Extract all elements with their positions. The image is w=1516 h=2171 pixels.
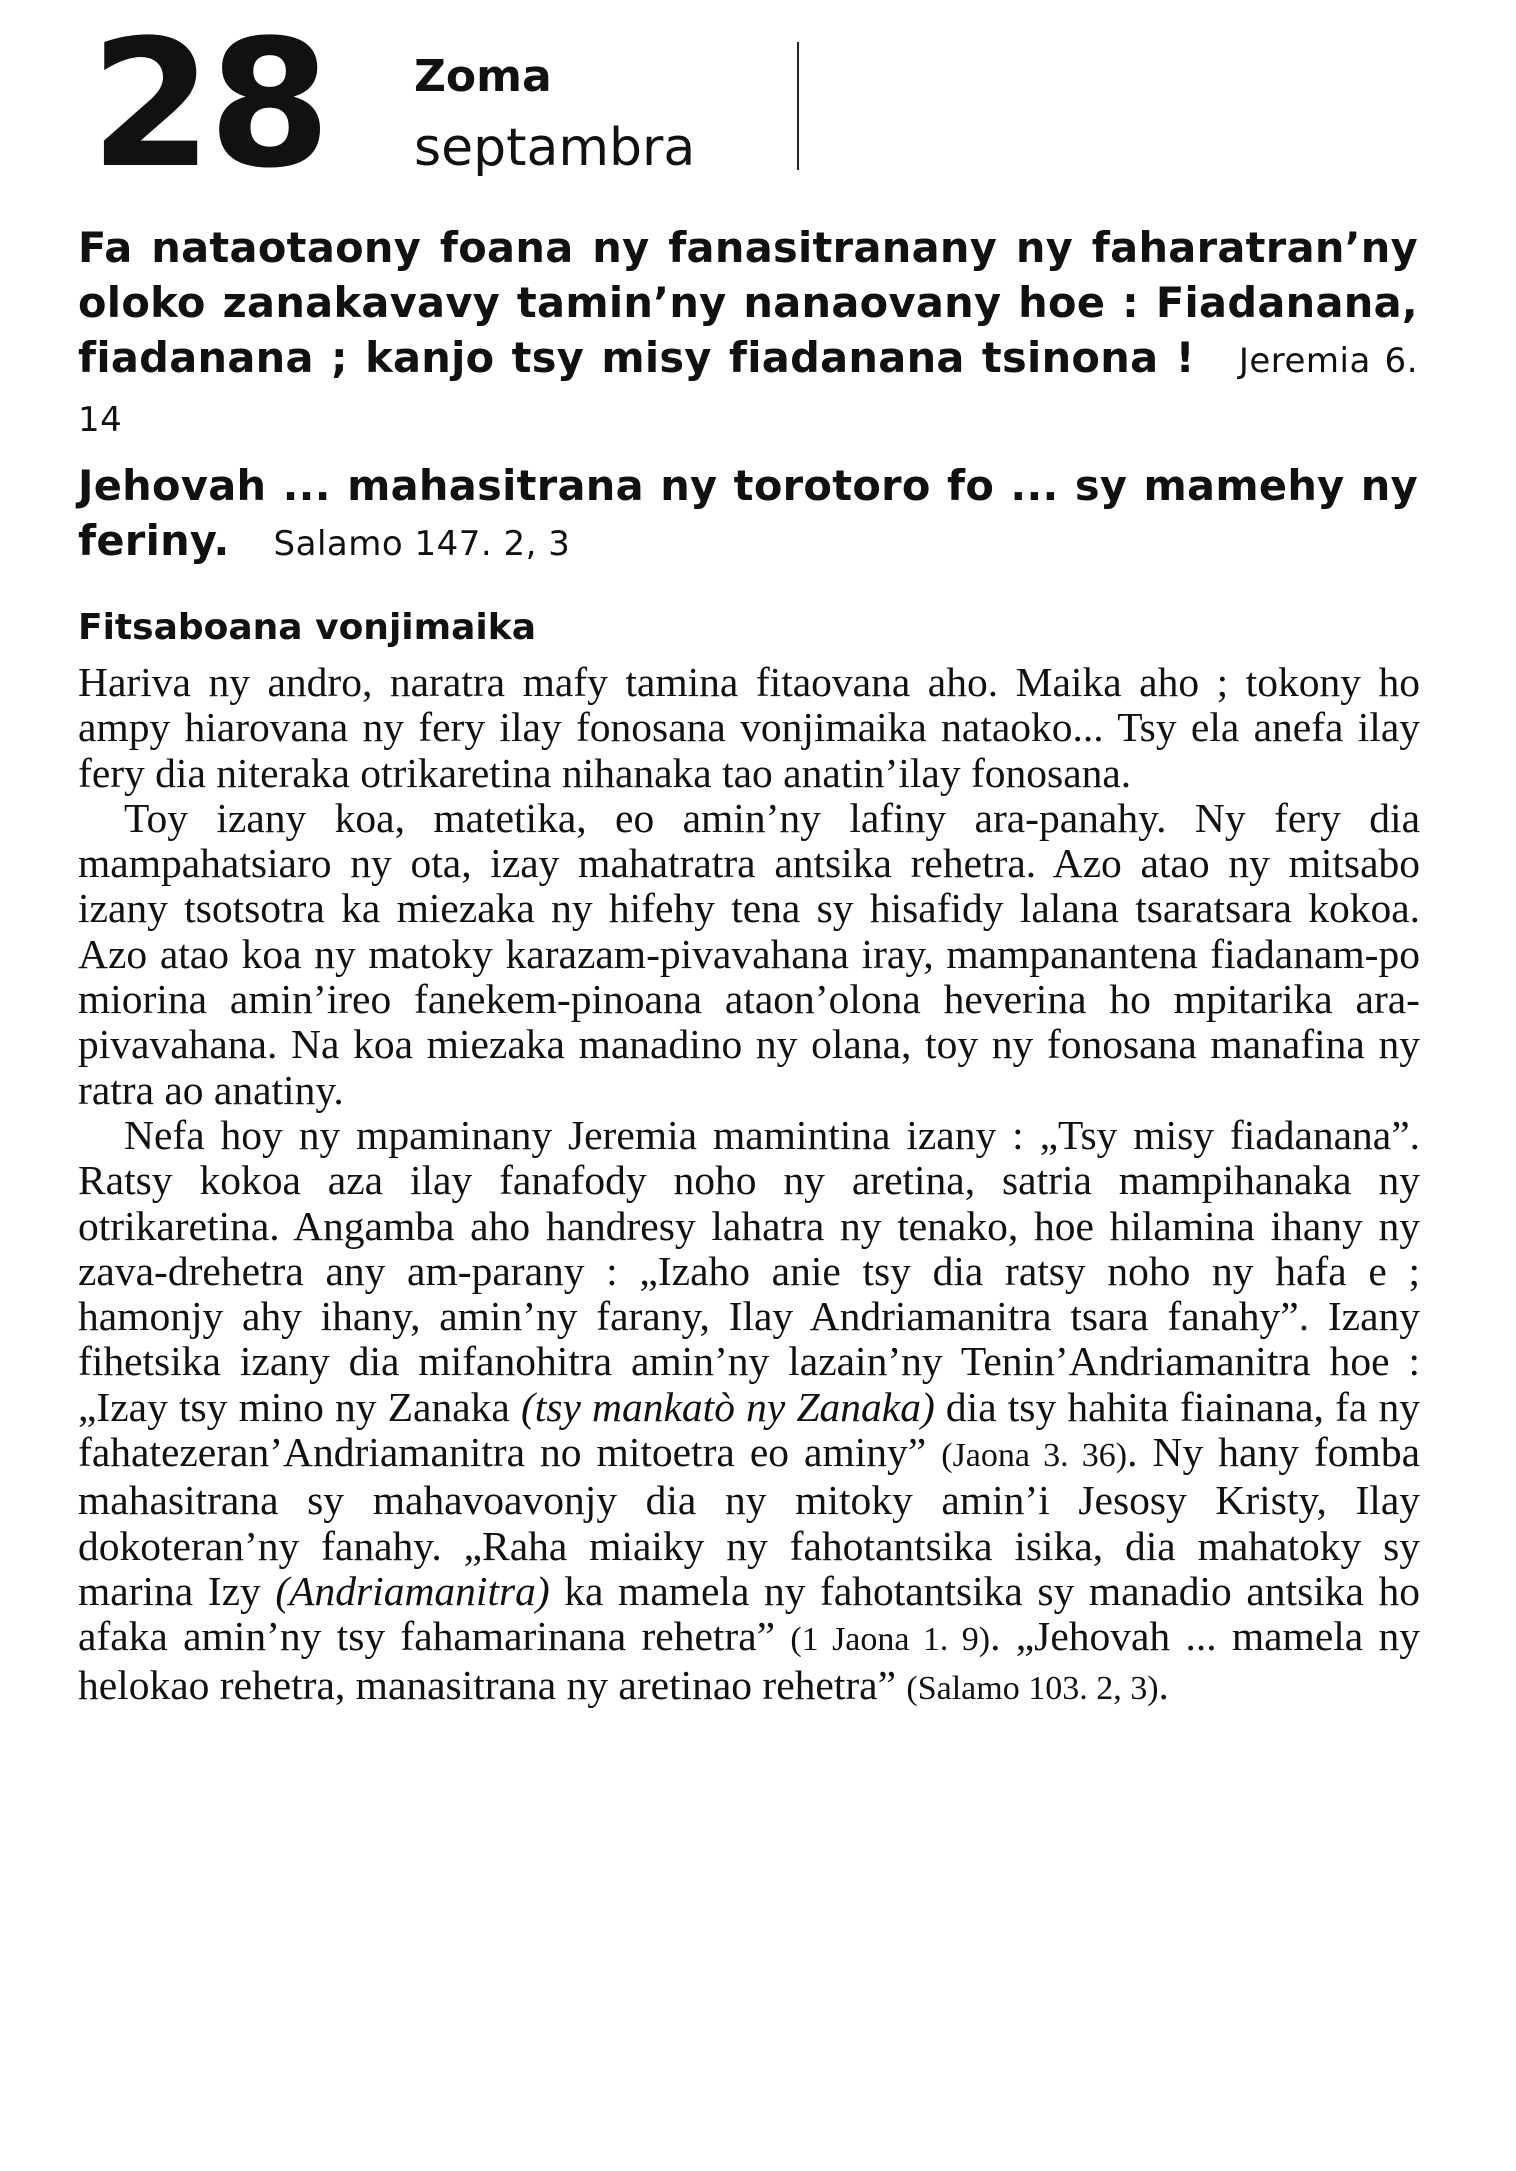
verse-2 (78, 458, 1418, 572)
paragraph-text: ka mamela ny fahotantsika sy manadio antsika ho afaka amin’ny tsy fahamarinana rehetra” (78, 1567, 1420, 1660)
verse-text: Fa nataotaony foana ny fanasitranany ny faharatran’ny oloko zanakavavy tamin’ny nanaovany hoe : Fiadanana, fiadanana ; kanjo tsy misy fiadanana tsinona ! (78, 223, 1418, 382)
header-divider (797, 42, 799, 170)
verse-1 (78, 220, 1418, 448)
scripture-reference: (Jaona 3. 36) (941, 1437, 1128, 1475)
paragraph-text: . (1158, 1661, 1169, 1708)
paragraph-text: Nefa hoy ny mpaminany Jeremia mamintina izany : „Tsy misy fiadanana”. Ratsy kokoa aza ilay fanafody noho ny aretina, satria mampihanaka ny otrikaretina. Angamba aho handresy lahatra ny tenako, hoe hilamina ihany ny zava-drehetra any am-parany : „Izaho anie tsy dia ratsy noho ny hafa e ; hamonjy ahy ihany, amin’ny farany, Ilay Andriamanitra tsara fanahy”. Izany fihetsika izany dia mifanohitra amin’ny lazain’ny Tenin’Andriamanitra hoe : „Izay tsy mino ny Zanaka (78, 1111, 1420, 1430)
paragraph-text: . „Jehovah ... mamela ny helokao rehetra, manasitrana ny aretinao rehetra” (78, 1613, 1420, 1708)
paragraph (78, 796, 1420, 1113)
italic-aside: (tsy mankatò ny Zanaka) (520, 1383, 935, 1430)
paragraph-text: Toy izany koa, matetika, eo amin’ny lafiny ara-panahy. Ny fery dia mampahatsiaro ny ota, izay mahatratra antsika rehetra. Azo atao ny mitsabo izany tsotsotra ka miezaka ny hifehy tena sy hisafidy lalana tsaratsara kokoa. Azo atao koa ny matoky karazam-pivavahana iray, mampanantena fiadanam-po miorina amin’ireo fanekem-pinoana ataon’olona heverina ho mpitarika ara-pivavahana. Na koa miezaka manadino ny olana, toy ny fonosana manafina ny ratra ao anatiny. (78, 794, 1420, 1113)
verse-reference: Jeremia 6. 14 (78, 341, 1418, 440)
verse-reference: Salamo 147. 2, 3 (273, 524, 571, 564)
devotional-body (78, 660, 1420, 1711)
paragraph-text: Hariva ny andro, naratra mafy tamina fitaovana aho. Maika aho ; tokony ho ampy hiarovana ny fery ilay fonosana vonjimaika nataoko... Tsy ela anefa ilay fery dia niteraka otrikaretina nihanaka tao anatin’ilay fonosana. (78, 659, 1420, 796)
italic-aside: (Andriamanitra) (275, 1567, 550, 1614)
paragraph-text: dia tsy hahita fiainana, fa ny fahatezeran’Andriamanitra no mitoetra eo aminy” (78, 1383, 1420, 1476)
scripture-reference: (Salamo 103. 2, 3) (906, 1669, 1159, 1707)
paragraph (78, 660, 1420, 796)
scripture-reference: (1 Jaona 1. 9) (790, 1621, 991, 1659)
devotional-title: Fitsaboana vonjimaika (78, 607, 536, 648)
paragraph-text: . Ny hany fomba mahasitrana sy mahavoavonjy dia ny mitoky amin’i Jesosy Kristy, Ilay dokoteran’ny fanahy. „Raha miaiky ny fahotantsika isika, dia mahatoky sy marina Izy (78, 1429, 1420, 1614)
day-number: 28 (90, 2, 327, 207)
paragraph (78, 1113, 1420, 1711)
month: septambra (414, 118, 696, 178)
weekday: Zoma (414, 51, 552, 102)
verse-text: Jehovah ... mahasitrana ny torotoro fo ... sy mamehy ny feriny. (78, 461, 1418, 565)
